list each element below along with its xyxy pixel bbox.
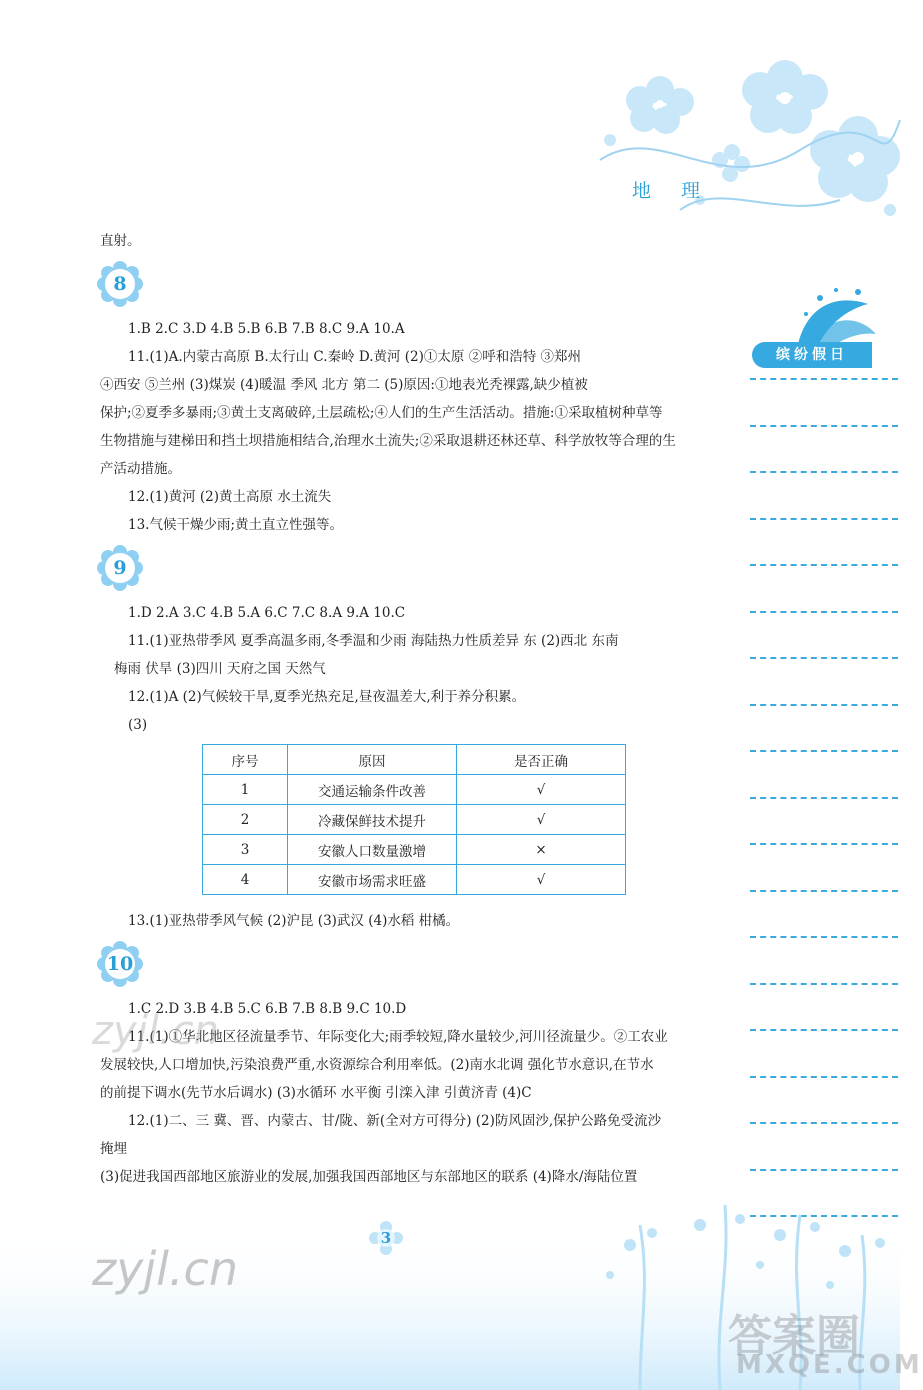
note-line <box>750 750 898 752</box>
watermark-url: MXQE.COM <box>736 1350 923 1380</box>
answer-line: 11.(1)A.内蒙古高原 B.太行山 C.秦岭 D.黄河 (2)①太原 ②呼和浩特 ③郑州 <box>128 349 581 365</box>
table-header: 原因 <box>288 745 457 775</box>
answer-line: 11.(1)亚热带季风 夏季高温多雨,冬季温和少雨 海陆热力性质差异 东 (2)西北 东南 <box>128 633 619 649</box>
table-header-row <box>203 745 626 775</box>
answer-line: 梅雨 伏旱 (3)四川 天府之国 天然气 <box>114 661 326 677</box>
watermark: zyjl.cn <box>92 1008 219 1054</box>
table-cell: 2 <box>203 805 288 835</box>
table-cell: √ <box>457 805 626 835</box>
note-line <box>750 890 898 892</box>
answer-line: 12.(1)黄河 (2)黄土高原 水土流失 <box>128 489 332 505</box>
answer-table <box>202 744 626 895</box>
table-cell: 冷藏保鲜技术提升 <box>288 805 457 835</box>
note-line <box>750 1122 898 1124</box>
table-cell: 1 <box>203 775 288 805</box>
answer-line: 13.气候干燥少雨;黄土直立性强等。 <box>128 517 344 533</box>
answer-line: 11.(1)①华北地区径流量季节、年际变化大;雨季较短,降水量较少,河川径流量少。②工农业 <box>128 1029 668 1045</box>
note-line <box>750 936 898 938</box>
table-cell: 4 <box>203 865 288 895</box>
section-badge-8 <box>98 262 142 306</box>
note-line <box>750 657 898 659</box>
note-line <box>750 983 898 985</box>
section-badge-10 <box>98 942 142 986</box>
table-cell: √ <box>457 865 626 895</box>
subject-title: 地 理 <box>632 180 713 202</box>
table-header: 是否正确 <box>457 745 626 775</box>
answer-line: 的前提下调水(先节水后调水) (3)水循环 水平衡 引滦入津 引黄济青 (4)C <box>100 1085 532 1101</box>
table-row <box>203 775 626 805</box>
sidebar-banner-label: 缤纷假日 <box>752 342 872 368</box>
note-line <box>750 471 898 473</box>
note-line <box>750 1169 898 1171</box>
table-cell: 3 <box>203 835 288 865</box>
note-line <box>750 518 898 520</box>
note-line <box>750 1076 898 1078</box>
answer-line: 保护;②夏季多暴雨;③黄土支离破碎,土层疏松;④人们的生产生活活动。措施:①采取植树种草等 <box>100 405 663 421</box>
table-row <box>203 835 626 865</box>
section-number: 10 <box>106 953 134 975</box>
watermark-logo: 答案圈 <box>728 1311 860 1362</box>
table-cell: 安徽市场需求旺盛 <box>288 865 457 895</box>
table-row <box>203 805 626 835</box>
answer-line: 1.B 2.C 3.D 4.B 5.B 6.B 7.B 8.C 9.A 10.A <box>128 321 405 337</box>
section-number: 8 <box>113 273 127 295</box>
table-cell: × <box>457 835 626 865</box>
answer-line: (3) <box>128 717 148 733</box>
answer-line: ④西安 ⑤兰州 (3)煤炭 (4)暖温 季风 北方 第二 (5)原因:①地表光秃裸露,缺少植被 <box>100 377 588 393</box>
answer-line: 发展较快,人口增加快,污染浪费严重,水资源综合利用率低。(2)南水北调 强化节水意识,在节水 <box>100 1057 654 1073</box>
answer-line: (3)促进我国西部地区旅游业的发展,加强我国西部地区与东部地区的联系 (4)降水/海陆位置 <box>100 1169 638 1185</box>
answer-line: 产活动措施。 <box>100 461 181 477</box>
table-cell: √ <box>457 775 626 805</box>
page-number-badge <box>370 1222 402 1254</box>
answer-line: 13.(1)亚热带季风气候 (2)沪昆 (3)武汉 (4)水稻 柑橘。 <box>128 913 460 929</box>
table-cell: 交通运输条件改善 <box>288 775 457 805</box>
page-number: 3 <box>380 1229 392 1247</box>
section-number: 9 <box>113 557 127 579</box>
answer-line: 1.C 2.D 3.B 4.B 5.C 6.B 7.B 8.B 9.C 10.D <box>128 1001 407 1017</box>
note-line <box>750 704 898 706</box>
note-lines <box>750 378 900 1262</box>
watermark: zyjl.cn <box>92 1242 238 1296</box>
table-cell: 安徽人口数量激增 <box>288 835 457 865</box>
answer-line: 掩埋 <box>100 1141 127 1157</box>
answer-line: 12.(1)A (2)气候较干旱,夏季光热充足,昼夜温差大,利于养分积累。 <box>128 689 526 705</box>
answer-line: 12.(1)二、三 冀、晋、内蒙古、甘/陇、新(全对方可得分) (2)防风固沙,保护公路免受流沙 <box>128 1113 662 1129</box>
note-line <box>750 1029 898 1031</box>
note-line <box>750 611 898 613</box>
answer-line: 生物措施与建梯田和挡土坝措施相结合,治理水土流失;②采取退耕还林还草、科学放牧等合理的生 <box>100 433 676 449</box>
note-line <box>750 797 898 799</box>
note-line <box>750 564 898 566</box>
floral-decoration-icon <box>580 60 900 230</box>
intro-text: 直射。 <box>100 233 141 249</box>
section-badge-9 <box>98 546 142 590</box>
note-line <box>750 843 898 845</box>
table-header: 序号 <box>203 745 288 775</box>
table-row <box>203 865 626 895</box>
answer-line: 1.D 2.A 3.C 4.B 5.A 6.C 7.C 8.A 9.A 10.C <box>128 605 406 621</box>
note-line <box>750 378 898 380</box>
note-line <box>750 425 898 427</box>
